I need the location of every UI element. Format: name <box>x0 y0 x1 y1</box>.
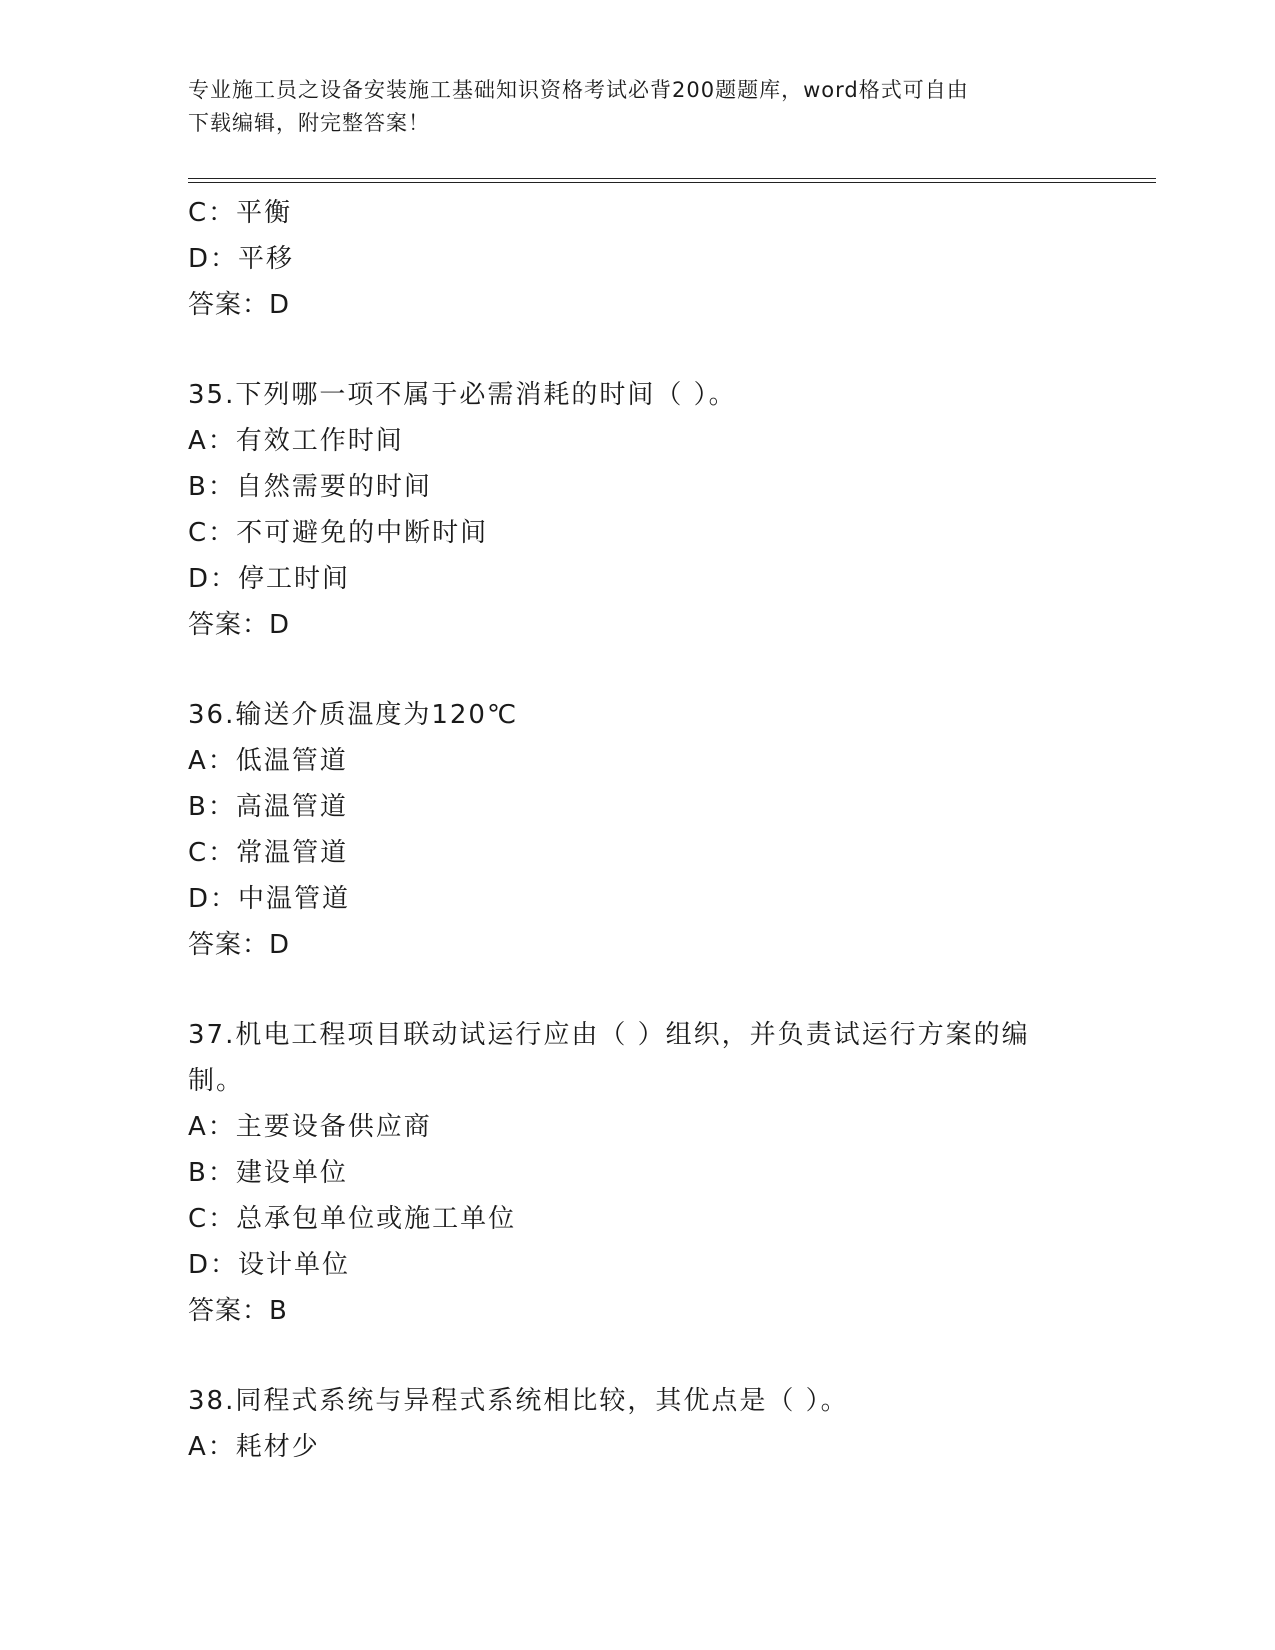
question-stem: 35.下列哪一项不属于必需消耗的时间（ ）。 <box>188 380 737 410</box>
question-stem-line-1: 37.机电工程项目联动试运行应由（ ）组织，并负责试运行方案的编 <box>188 1020 1030 1050</box>
question-stem: 38.同程式系统与异程式系统相比较，其优点是（ ）。 <box>188 1386 849 1416</box>
answer-line: 答案：B <box>188 1296 288 1326</box>
option-c: C：常温管道 <box>188 838 349 868</box>
question-37 <box>188 1012 1088 1334</box>
question-list <box>188 190 1088 1470</box>
question-34-continued <box>188 190 1088 328</box>
question-36 <box>188 692 1088 968</box>
header-divider-bottom <box>188 182 1156 183</box>
header-title-line-1: 专业施工员之设备安装施工基础知识资格考试必背200题题库，word格式可自由 <box>188 78 969 102</box>
header-divider-top <box>188 178 1156 179</box>
answer-line: 答案：D <box>188 610 291 640</box>
option-d: D：停工时间 <box>188 564 351 594</box>
option-a: A：低温管道 <box>188 746 348 776</box>
header-title-line-2: 下载编辑，附完整答案！ <box>188 111 430 135</box>
option-a: A：主要设备供应商 <box>188 1112 432 1142</box>
option-a: A：耗材少 <box>188 1432 320 1462</box>
answer-line: 答案：D <box>188 290 291 320</box>
option-a: A：有效工作时间 <box>188 426 404 456</box>
option-b: B：建设单位 <box>188 1158 348 1188</box>
question-38 <box>188 1378 1088 1470</box>
option-b: B：自然需要的时间 <box>188 472 432 502</box>
option-d: D：中温管道 <box>188 884 351 914</box>
option-b: B：高温管道 <box>188 792 348 822</box>
document-header <box>188 74 1088 140</box>
option-c: C：平衡 <box>188 198 293 228</box>
question-stem-line-2: 制。 <box>188 1066 245 1096</box>
option-c: C：不可避免的中断时间 <box>188 518 489 548</box>
option-c: C：总承包单位或施工单位 <box>188 1204 517 1234</box>
option-d: D：设计单位 <box>188 1250 351 1280</box>
question-35 <box>188 372 1088 648</box>
option-d: D：平移 <box>188 244 295 274</box>
answer-line: 答案：D <box>188 930 291 960</box>
question-stem: 36.输送介质温度为120℃ <box>188 700 519 730</box>
